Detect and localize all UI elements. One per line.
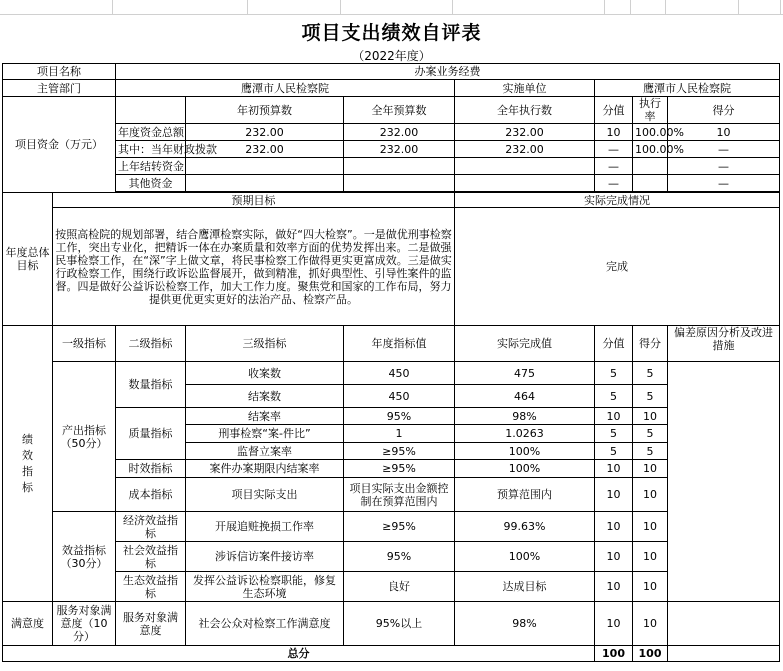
- indicator-target[interactable]: 项目实际支出金额控制在预算范围内: [344, 478, 455, 512]
- form-year: （2022年度）: [352, 49, 431, 63]
- indicator-target[interactable]: 95%: [344, 408, 455, 425]
- indicator-score-val[interactable]: 5: [595, 385, 633, 408]
- project-label: 项目名称: [3, 64, 116, 80]
- project-name[interactable]: 办案业务经费: [116, 64, 780, 80]
- indicator-l3: 收案数: [186, 362, 344, 385]
- indicator-row: [3, 478, 780, 512]
- indicator-actual[interactable]: 1.0263: [455, 425, 595, 443]
- indicator-target[interactable]: 450: [344, 385, 455, 408]
- indicator-l3: 开展追赃挽损工作率: [186, 512, 344, 542]
- indicator-score-val[interactable]: 10: [595, 478, 633, 512]
- indicator-row: [3, 362, 780, 385]
- indicator-score[interactable]: 10: [633, 460, 668, 478]
- indicator-target[interactable]: ≥95%: [344, 512, 455, 542]
- funds-row-rate[interactable]: [633, 158, 668, 175]
- funds-header-full: 全年预算数: [344, 97, 455, 124]
- indicator-score[interactable]: 10: [633, 572, 668, 602]
- funds-row-init[interactable]: [186, 175, 344, 192]
- indicator-l2: 时效指标: [116, 460, 186, 478]
- funds-row-score[interactable]: —: [668, 175, 780, 192]
- funds-row-score[interactable]: —: [668, 141, 780, 158]
- indicator-l2: 社会效益指标: [116, 542, 186, 572]
- indicator-score-val[interactable]: 10: [595, 512, 633, 542]
- funds-row-init[interactable]: [186, 158, 344, 175]
- impl-label: 实施单位: [455, 80, 595, 97]
- indicator-score-val[interactable]: 10: [595, 572, 633, 602]
- indicator-l2: 生态效益指标: [116, 572, 186, 602]
- indicator-score[interactable]: 10: [633, 542, 668, 572]
- funds-row-exec[interactable]: [455, 158, 595, 175]
- funds-row-label: 其他资金: [116, 175, 186, 192]
- funds-row-score-val[interactable]: —: [595, 175, 633, 192]
- funds-row-score[interactable]: —: [668, 158, 780, 175]
- header-level1: 一级指标: [53, 326, 116, 362]
- funds-row-label: 上年结转资金: [116, 158, 186, 175]
- indicator-l3: 刑事检察“案-件比”: [186, 425, 344, 443]
- indicator-score-val[interactable]: 5: [595, 425, 633, 443]
- output-label: 产出指标（50分）: [53, 362, 116, 512]
- form-title: 项目支出绩效自评表: [301, 22, 482, 44]
- impl-name[interactable]: 鹰潭市人民检察院: [595, 80, 780, 97]
- indicator-score-val[interactable]: 5: [595, 362, 633, 385]
- indicator-row: [3, 572, 780, 602]
- goals-expected-header: 预期目标: [53, 193, 455, 208]
- indicator-score-val[interactable]: 5: [595, 443, 633, 460]
- funds-header-score: 得分: [668, 97, 780, 124]
- indicator-score-val[interactable]: 10: [595, 542, 633, 572]
- funds-row-full[interactable]: 232.00: [344, 141, 455, 158]
- funds-label: 项目资金（万元）: [3, 97, 116, 193]
- total-score[interactable]: 100: [633, 646, 668, 662]
- funds-row-exec[interactable]: 232.00: [455, 124, 595, 141]
- header-level2: 二级指标: [116, 326, 186, 362]
- self-evaluation-table: [2, 63, 780, 662]
- funds-row: [3, 175, 780, 192]
- indicator-actual[interactable]: 达成目标: [455, 572, 595, 602]
- goals-actual-text[interactable]: 完成: [455, 208, 780, 326]
- header-score: 得分: [633, 326, 668, 362]
- indicator-l2: 质量指标: [116, 408, 186, 460]
- indicator-actual[interactable]: 475: [455, 362, 595, 385]
- indicator-target[interactable]: 良好: [344, 572, 455, 602]
- indicator-actual[interactable]: 98%: [455, 408, 595, 425]
- indicator-target[interactable]: 450: [344, 362, 455, 385]
- header-score-val: 分值: [595, 326, 633, 362]
- indicator-row: [3, 460, 780, 478]
- dept-name[interactable]: 鹰潭市人民检察院: [116, 80, 455, 97]
- indicator-target[interactable]: ≥95%: [344, 443, 455, 460]
- funds-row-score-val[interactable]: —: [595, 158, 633, 175]
- goals-header-row: [3, 193, 780, 208]
- indicator-actual[interactable]: 100%: [455, 460, 595, 478]
- indicator-header-row: [3, 326, 780, 362]
- total-reason[interactable]: [668, 646, 780, 662]
- funds-row-rate[interactable]: [633, 175, 668, 192]
- funds-row-rate[interactable]: 100.00%: [633, 124, 668, 141]
- indicator-row: [3, 602, 780, 646]
- funds-row-label: 年度资金总额: [116, 124, 186, 141]
- goals-actual-header: 实际完成情况: [455, 193, 780, 208]
- indicator-actual[interactable]: 预算范围内: [455, 478, 595, 512]
- funds-row: [3, 124, 780, 141]
- indicator-actual[interactable]: 100%: [455, 443, 595, 460]
- indicator-actual[interactable]: 98%: [455, 602, 595, 646]
- indicator-score-val[interactable]: 10: [595, 602, 633, 646]
- indicator-row: [3, 408, 780, 425]
- indicator-l3: 案件办案期限内结案率: [186, 460, 344, 478]
- benefit-label: 效益指标（30分）: [53, 512, 116, 602]
- indicator-score[interactable]: 10: [633, 408, 668, 425]
- funds-header-row: [3, 97, 780, 124]
- satisfaction-outer-label: 满意度: [3, 602, 53, 646]
- funds-row: [3, 158, 780, 175]
- indicator-l3: 涉诉信访案件接访率: [186, 542, 344, 572]
- funds-row-exec[interactable]: [455, 175, 595, 192]
- goals-label: 年度总体目标: [3, 193, 53, 326]
- funds-header-rate: 执行率: [633, 97, 668, 124]
- funds-row-score[interactable]: 10: [668, 124, 780, 141]
- indicator-target[interactable]: ≥95%: [344, 460, 455, 478]
- indicator-target[interactable]: 95%: [344, 542, 455, 572]
- indicator-l2: 成本指标: [116, 478, 186, 512]
- funds-row-full[interactable]: [344, 175, 455, 192]
- funds-row-rate[interactable]: 100.00%: [633, 141, 668, 158]
- department-row: [3, 80, 780, 97]
- funds-row-init[interactable]: 232.00: [186, 141, 344, 158]
- funds-row-score-val[interactable]: 10: [595, 124, 633, 141]
- indicators-section-text: 绩效指标: [22, 432, 33, 494]
- indicator-target[interactable]: 95%以上: [344, 602, 455, 646]
- header-actual: 实际完成值: [455, 326, 595, 362]
- indicator-l2: 服务对象满意度: [116, 602, 186, 646]
- satisfaction-l1: 服务对象满意度（10分）: [53, 602, 116, 646]
- indicator-score[interactable]: 10: [633, 512, 668, 542]
- indicator-actual[interactable]: 464: [455, 385, 595, 408]
- funds-header-exec: 全年执行数: [455, 97, 595, 124]
- indicator-score-val[interactable]: 10: [595, 408, 633, 425]
- funds-row-full[interactable]: [344, 158, 455, 175]
- funds-row-full[interactable]: 232.00: [344, 124, 455, 141]
- indicator-l3: 监督立案率: [186, 443, 344, 460]
- funds-row-label: 其中：当年财政拨款: [116, 141, 186, 158]
- funds-row: [3, 141, 780, 158]
- indicator-l3: 项目实际支出: [186, 478, 344, 512]
- indicator-score[interactable]: 10: [633, 602, 668, 646]
- indicator-reason[interactable]: [668, 362, 780, 602]
- header-reason: 偏差原因分析及改进措施: [668, 326, 780, 362]
- funds-header-init: 年初预算数: [186, 97, 344, 124]
- indicator-l2: 经济效益指标: [116, 512, 186, 542]
- funds-row-exec[interactable]: 232.00: [455, 141, 595, 158]
- indicator-l3: 发挥公益诉讼检察职能，修复生态环境: [186, 572, 344, 602]
- goals-expected-text[interactable]: 按照高检院的规划部署，结合鹰潭检察实际，做好“四大检察”。一是做优刑事检察工作，突出专业化，把精诉一体在办案质量和效率方面的优势发挥出来。二是做强民事检察工作，在“深”字上做文章，将民事检察工作做得更实更富成效。三是做实行政检察工作，围绕行政诉讼监督展开，做到精准，抓好典型性、引导性案件的监督。四是做好公益诉讼检察工作，加大工作力度。聚焦党和国家的工作布局，努力提供更优更实更好的法治产品、检察产品。: [53, 208, 455, 326]
- indicator-target[interactable]: 1: [344, 425, 455, 443]
- indicator-score[interactable]: 10: [633, 478, 668, 512]
- indicator-score[interactable]: 5: [633, 443, 668, 460]
- indicator-actual[interactable]: 100%: [455, 542, 595, 572]
- project-row: [3, 64, 780, 80]
- indicator-l2: 数量指标: [116, 362, 186, 408]
- indicator-score-val[interactable]: 10: [595, 460, 633, 478]
- funds-header-blank: [116, 97, 186, 124]
- indicator-reason[interactable]: [668, 602, 780, 646]
- header-target: 年度指标值: [344, 326, 455, 362]
- indicator-l3: 结案率: [186, 408, 344, 425]
- indicator-row: [3, 542, 780, 572]
- indicator-score[interactable]: 5: [633, 425, 668, 443]
- indicator-l3: 社会公众对检察工作满意度: [186, 602, 344, 646]
- goals-content-row: [3, 208, 780, 326]
- indicator-row: [3, 512, 780, 542]
- total-score-val[interactable]: 100: [595, 646, 633, 662]
- dept-label: 主管部门: [3, 80, 116, 97]
- funds-header-score-val: 分值: [595, 97, 633, 124]
- indicator-actual[interactable]: 99.63%: [455, 512, 595, 542]
- funds-row-init[interactable]: 232.00: [186, 124, 344, 141]
- total-label: 总分: [3, 646, 595, 662]
- indicator-l3: 结案数: [186, 385, 344, 408]
- total-row: [3, 646, 780, 662]
- indicators-section-label: [3, 326, 53, 602]
- header-level3: 三级指标: [186, 326, 344, 362]
- column-header-strip: [0, 0, 783, 15]
- indicator-score[interactable]: 5: [633, 385, 668, 408]
- indicator-score[interactable]: 5: [633, 362, 668, 385]
- funds-row-score-val[interactable]: —: [595, 141, 633, 158]
